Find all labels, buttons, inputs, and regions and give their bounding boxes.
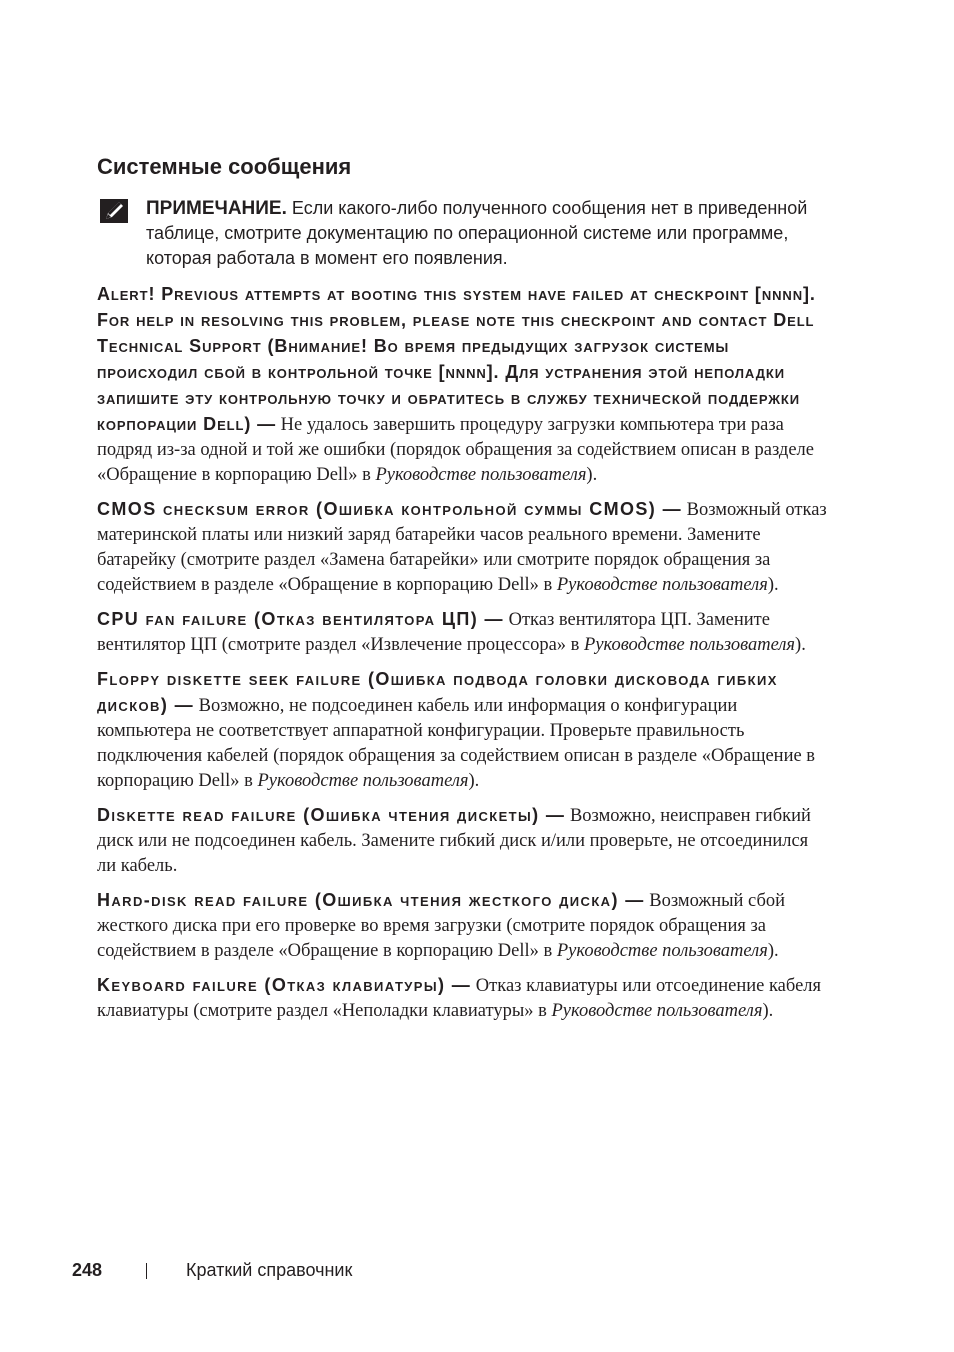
message-description: Возможный сбой жесткого диска при его проверке во время загрузки (смотрите порядок обращения за содействием в разделе «Обращение в корпорацию Dell» в bbox=[97, 891, 786, 961]
user-guide-reference: Руководстве пользователя bbox=[257, 771, 469, 791]
user-guide-reference: Руководстве пользователя bbox=[556, 575, 768, 595]
message-tail: ). bbox=[586, 465, 598, 485]
user-guide-reference: Руководстве пользователя bbox=[584, 635, 796, 655]
note-text bbox=[146, 196, 837, 271]
message-tail: ). bbox=[767, 941, 779, 961]
message-heading: CPU fan failure (Отказ вентилятора ЦП) — bbox=[97, 609, 504, 629]
message-tail: ). bbox=[762, 1001, 774, 1021]
note-body: Если какого-либо полученного сообщения нет в приведенной таблице, смотрите документацию по операционной системе или программе, которая работала в момент его появления. bbox=[146, 198, 808, 268]
message-item bbox=[97, 888, 827, 964]
message-tail: ). bbox=[468, 771, 480, 791]
message-heading: Hard-disk read failure (Ошибка чтения жесткого диска) — bbox=[97, 890, 645, 910]
message-item bbox=[97, 497, 827, 598]
message-item bbox=[97, 803, 827, 879]
message-heading: Keyboard failure (Отказ клавиатуры) — bbox=[97, 975, 472, 995]
message-item bbox=[97, 973, 827, 1024]
page-number: 248 bbox=[72, 1260, 103, 1280]
message-description: Отказ клавиатуры или отсоединение кабеля клавиатуры (смотрите раздел «Неполадки клавиатуры» в bbox=[97, 976, 822, 1021]
pencil-note-icon bbox=[100, 199, 128, 223]
user-guide-reference: Руководстве пользователя bbox=[556, 941, 768, 961]
note-label: ПРИМЕЧАНИЕ. bbox=[146, 198, 287, 219]
book-title: Краткий справочник bbox=[186, 1260, 353, 1280]
message-list bbox=[97, 282, 827, 1033]
message-heading: Alert! Previous attempts at booting this system have failed at checkpoint [nnnn]. For help in resolving this problem, please note this checkpoint and contact Dell Technical Support (Внимание! Во время предыдущих загрузок системы происходил сбой в контрольной точке [nnnn]. Для устранения этой неполадки запишите эту контрольную точку и обратитесь в службу технической поддержки корпорации Dell) — bbox=[97, 284, 816, 434]
note-block bbox=[97, 196, 837, 271]
message-item bbox=[97, 607, 827, 658]
user-guide-reference: Руководстве пользователя bbox=[551, 1001, 763, 1021]
section-title: Системные сообщения bbox=[97, 154, 352, 179]
footer-divider bbox=[146, 1263, 147, 1279]
message-description: Возможно, не подсоединен кабель или информация о конфигурации компьютера не соответствует аппаратной конфигурации. Проверьте правильность подключения кабелей (порядок обращения за содействием описан в разделе «Обращение в корпорацию Dell» в bbox=[97, 696, 816, 791]
message-description: Возможный отказ материнской платы или низкий заряд батарейки часов реального времени. Замените батарейку (смотрите раздел «Замена батарейки» или смотрите порядок обращения за содействием в разделе «Обращение в корпорацию Dell» в bbox=[97, 500, 827, 595]
message-item bbox=[97, 282, 827, 488]
message-tail: ). bbox=[767, 575, 779, 595]
message-description: Не удалось завершить процедуру загрузки компьютера три раза подряд из-за одной и той же ошибки (порядок обращения за содействием описан в разделе «Обращение в корпорацию Dell» в bbox=[97, 415, 815, 485]
message-description: Отказ вентилятора ЦП. Замените вентилятор ЦП (смотрите раздел «Извлечение процессора» в bbox=[97, 610, 770, 655]
message-heading: Floppy diskette seek failure (Ошибка подвода головки дисковода гибких дисков) — bbox=[97, 669, 778, 715]
message-tail: ). bbox=[795, 635, 806, 655]
message-description: Возможно, неисправен гибкий диск или не подсоединен кабель. Замените гибкий диск и/или проверьте, не отсоединился ли кабель. bbox=[97, 806, 811, 876]
user-guide-reference: Руководстве пользователя bbox=[375, 465, 587, 485]
message-item bbox=[97, 667, 827, 794]
message-heading: Diskette read failure (Ошибка чтения дискеты) — bbox=[97, 805, 566, 825]
message-heading: CMOS checksum error (Ошибка контрольной суммы CMOS) — bbox=[97, 499, 682, 519]
